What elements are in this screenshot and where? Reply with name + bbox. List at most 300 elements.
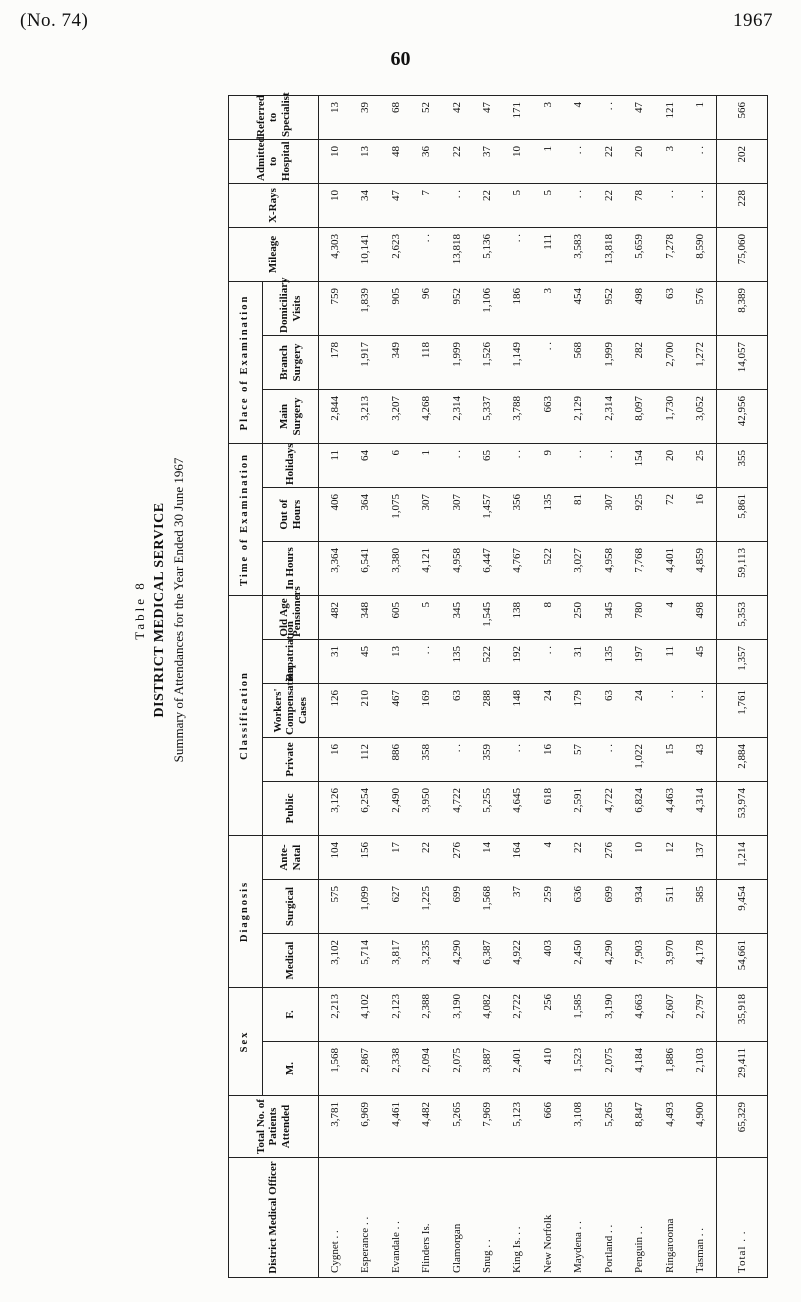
cell-value: 192 [502, 640, 532, 684]
cell-value: 13 [380, 640, 410, 684]
cell-value: 16 [533, 738, 563, 782]
cell-value: 410 [533, 1042, 563, 1096]
officer-name: Snug . . [472, 1158, 502, 1278]
col-surgical: Surgical [263, 880, 319, 934]
cell-value: 4,722 [441, 782, 471, 836]
cell-value: 1,730 [654, 390, 684, 444]
cell-value: 186 [502, 282, 532, 336]
cell-value: 925 [624, 488, 654, 542]
attendance-table-wrapper [228, 92, 768, 1278]
cell-value: 2,075 [594, 1042, 624, 1096]
cell-value: 42 [441, 96, 471, 140]
cell-value: 1,839 [350, 282, 380, 336]
cell-value: 498 [624, 282, 654, 336]
cell-value: 1,075 [380, 488, 410, 542]
cell-value: 3,380 [380, 542, 410, 596]
cell-value: 2,867 [350, 1042, 380, 1096]
cell-value: 1,545 [472, 596, 502, 640]
col-referred: Referred to Specialist [229, 96, 319, 140]
cell-value: 636 [563, 880, 593, 934]
cell-value: 31 [319, 640, 351, 684]
cell-value: 22 [594, 184, 624, 228]
col-holidays: Holidays [263, 444, 319, 488]
cell-value: 627 [380, 880, 410, 934]
cell-value: 42,956 [717, 390, 768, 444]
group-sex: Sex [229, 988, 263, 1096]
table-row [319, 96, 351, 1278]
cell-value: 2,700 [654, 336, 684, 390]
cell-value: 498 [685, 596, 717, 640]
cell-value: 4,958 [594, 542, 624, 596]
cell-value: 566 [717, 96, 768, 140]
cell-value: 585 [685, 880, 717, 934]
cell-value: . . [563, 140, 593, 184]
cell-value: 522 [533, 542, 563, 596]
cell-value: 276 [441, 836, 471, 880]
cell-value: 358 [411, 738, 441, 782]
cell-value: 2,314 [441, 390, 471, 444]
cell-value: 2,094 [411, 1042, 441, 1096]
table-body [319, 96, 768, 1278]
officer-name: Flinders Is. [411, 1158, 441, 1278]
col-public: Public [263, 782, 319, 836]
cell-value: 4,314 [685, 782, 717, 836]
cell-value: 349 [380, 336, 410, 390]
cell-value: 29,411 [717, 1042, 768, 1096]
cell-value: 5,265 [441, 1096, 471, 1158]
cell-value: 57 [563, 738, 593, 782]
cell-value: 171 [502, 96, 532, 140]
table-title-block [132, 300, 187, 920]
cell-value: 403 [533, 934, 563, 988]
cell-value: 4,401 [654, 542, 684, 596]
cell-value: 3,583 [563, 228, 593, 282]
cell-value: 2,129 [563, 390, 593, 444]
cell-value: 22 [472, 184, 502, 228]
cell-value: 1,214 [717, 836, 768, 880]
cell-value: 8,847 [624, 1096, 654, 1158]
cell-value: 8,097 [624, 390, 654, 444]
cell-value: 3,126 [319, 782, 351, 836]
cell-value: 345 [594, 596, 624, 640]
cell-value: 482 [319, 596, 351, 640]
cell-value: 666 [533, 1096, 563, 1158]
cell-value: 31 [563, 640, 593, 684]
cell-value: 307 [411, 488, 441, 542]
col-branch-surgery: Branch Surgery [263, 336, 319, 390]
cell-value: 6 [380, 444, 410, 488]
cell-value: 9 [533, 444, 563, 488]
cell-value: 210 [350, 684, 380, 738]
cell-value: 282 [624, 336, 654, 390]
cell-value: 6,254 [350, 782, 380, 836]
cell-value: 39 [350, 96, 380, 140]
cell-value: 148 [502, 684, 532, 738]
cell-value: 256 [533, 988, 563, 1042]
cell-value: 605 [380, 596, 410, 640]
cell-value: 1,225 [411, 880, 441, 934]
cell-value: 59,113 [717, 542, 768, 596]
cell-value: 3 [533, 96, 563, 140]
cell-value: 5,136 [472, 228, 502, 282]
table-row [472, 96, 502, 1278]
cell-value: 1,568 [319, 1042, 351, 1096]
cell-value: 202 [717, 140, 768, 184]
cell-value: 3,190 [441, 988, 471, 1042]
cell-value: 1,457 [472, 488, 502, 542]
cell-value: 2,722 [502, 988, 532, 1042]
cell-value: 20 [624, 140, 654, 184]
col-private: Private [263, 738, 319, 782]
col-out-hours: Out of Hours [263, 488, 319, 542]
table-row [624, 96, 654, 1278]
cell-value: . . [685, 140, 717, 184]
cell-value: 7 [411, 184, 441, 228]
cell-value: 4,463 [654, 782, 684, 836]
col-xrays: X-Rays [229, 184, 319, 228]
cell-value: 3,817 [380, 934, 410, 988]
attendance-table [228, 92, 768, 1278]
cell-value: 3,190 [594, 988, 624, 1042]
cell-value: 3,781 [319, 1096, 351, 1158]
cell-value: 48 [380, 140, 410, 184]
cell-value: 4,268 [411, 390, 441, 444]
cell-value: 4,303 [319, 228, 351, 282]
col-f: F. [263, 988, 319, 1042]
cell-value: 259 [533, 880, 563, 934]
cell-value: 2,103 [685, 1042, 717, 1096]
cell-value: 6,541 [350, 542, 380, 596]
cell-value: . . [502, 738, 532, 782]
cell-value: 118 [411, 336, 441, 390]
cell-value: 3 [654, 140, 684, 184]
cell-value: 1,272 [685, 336, 717, 390]
cell-value: 511 [654, 880, 684, 934]
cell-value: 15 [654, 738, 684, 782]
cell-value: 126 [319, 684, 351, 738]
cell-value: 47 [624, 96, 654, 140]
cell-value: 8,590 [685, 228, 717, 282]
group-time: Time of Examination [229, 444, 263, 596]
cell-value: 11 [654, 640, 684, 684]
table-row [594, 96, 624, 1278]
table-row [533, 96, 563, 1278]
cell-value: 24 [533, 684, 563, 738]
cell-value: 759 [319, 282, 351, 336]
cell-value: . . [594, 444, 624, 488]
cell-value: . . [502, 444, 532, 488]
cell-value: 22 [411, 836, 441, 880]
cell-value: 154 [624, 444, 654, 488]
cell-value: 3,970 [654, 934, 684, 988]
cell-value: 43 [685, 738, 717, 782]
cell-value: 359 [472, 738, 502, 782]
cell-value: 2,401 [502, 1042, 532, 1096]
cell-value: 7,969 [472, 1096, 502, 1158]
cell-value: 137 [685, 836, 717, 880]
cell-value: . . [594, 738, 624, 782]
officer-name: Portland . . [594, 1158, 624, 1278]
cell-value: 5,255 [472, 782, 502, 836]
cell-value: 34 [350, 184, 380, 228]
cell-value: 575 [319, 880, 351, 934]
cell-value: 2,450 [563, 934, 593, 988]
cell-value: 952 [594, 282, 624, 336]
cell-value: 1,106 [472, 282, 502, 336]
cell-value: . . [533, 640, 563, 684]
cell-value: 3,102 [319, 934, 351, 988]
cell-value: 4,482 [411, 1096, 441, 1158]
table-row [350, 96, 380, 1278]
cell-value: 2,623 [380, 228, 410, 282]
table-row [441, 96, 471, 1278]
table-total-row [717, 96, 768, 1278]
officer-name: Ringarooma [654, 1158, 684, 1278]
cell-value: 63 [594, 684, 624, 738]
cell-value: 22 [594, 140, 624, 184]
cell-value: 47 [380, 184, 410, 228]
cell-value: 4,663 [624, 988, 654, 1042]
cell-value: 2,607 [654, 988, 684, 1042]
cell-value: 3,207 [380, 390, 410, 444]
cell-value: 6,387 [472, 934, 502, 988]
cell-value: 406 [319, 488, 351, 542]
cell-value: 2,338 [380, 1042, 410, 1096]
cell-value: . . [594, 96, 624, 140]
cell-value: 1,149 [502, 336, 532, 390]
cell-value: 5,353 [717, 596, 768, 640]
cell-value: 4,121 [411, 542, 441, 596]
cell-value: 568 [563, 336, 593, 390]
header-left: (No. 74) [20, 10, 89, 31]
cell-value: 905 [380, 282, 410, 336]
cell-value: 4 [654, 596, 684, 640]
cell-value: 78 [624, 184, 654, 228]
cell-value: 25 [685, 444, 717, 488]
cell-value: 4,290 [441, 934, 471, 988]
cell-value: 7,278 [654, 228, 684, 282]
cell-value: . . [563, 444, 593, 488]
cell-value: 20 [654, 444, 684, 488]
cell-value: 2,884 [717, 738, 768, 782]
cell-value: 4,900 [685, 1096, 717, 1158]
cell-value: . . [441, 738, 471, 782]
cell-value: 178 [319, 336, 351, 390]
group-classification: Classification [229, 596, 263, 836]
cell-value: 348 [350, 596, 380, 640]
cell-value: 4,082 [472, 988, 502, 1042]
cell-value: 5,337 [472, 390, 502, 444]
cell-value: 2,213 [319, 988, 351, 1042]
cell-value: 24 [624, 684, 654, 738]
cell-value: 68 [380, 96, 410, 140]
cell-value: 12 [654, 836, 684, 880]
col-repat: Repatriation [263, 640, 319, 684]
cell-value: 1 [411, 444, 441, 488]
cell-value: 9,454 [717, 880, 768, 934]
cell-value: 135 [594, 640, 624, 684]
cell-value: . . [654, 684, 684, 738]
cell-value: 8 [533, 596, 563, 640]
cell-value: 7,903 [624, 934, 654, 988]
cell-value: 5 [533, 184, 563, 228]
cell-value: 111 [533, 228, 563, 282]
cell-value: 4,722 [594, 782, 624, 836]
cell-value: . . [685, 684, 717, 738]
col-mileage: Mileage [229, 228, 319, 282]
cell-value: 2,797 [685, 988, 717, 1042]
cell-value: 345 [441, 596, 471, 640]
cell-value: 3,887 [472, 1042, 502, 1096]
officer-name: New Norfolk [533, 1158, 563, 1278]
officer-name: Cygnet . . [319, 1158, 351, 1278]
table-title: DISTRICT MEDICAL SERVICE [152, 502, 167, 718]
cell-value: 1,585 [563, 988, 593, 1042]
cell-value: 81 [563, 488, 593, 542]
col-officer: District Medical Officer [229, 1158, 319, 1278]
cell-value: 14 [472, 836, 502, 880]
cell-value: 4,493 [654, 1096, 684, 1158]
cell-value: 179 [563, 684, 593, 738]
cell-value: 6,447 [472, 542, 502, 596]
cell-value: 1 [533, 140, 563, 184]
cell-value: 72 [654, 488, 684, 542]
table-label: Table 8 [132, 580, 147, 640]
cell-value: 54,661 [717, 934, 768, 988]
cell-value: 4,290 [594, 934, 624, 988]
cell-value: 307 [594, 488, 624, 542]
cell-value: 2,123 [380, 988, 410, 1042]
col-total: Total No. of Patients Attended [229, 1096, 319, 1158]
cell-value: 17 [380, 836, 410, 880]
cell-value: 1,523 [563, 1042, 593, 1096]
cell-value: 14,057 [717, 336, 768, 390]
table-row [411, 96, 441, 1278]
cell-value: . . [411, 640, 441, 684]
cell-value: 37 [502, 880, 532, 934]
table-row [502, 96, 532, 1278]
cell-value: 5,659 [624, 228, 654, 282]
cell-value: 10,141 [350, 228, 380, 282]
cell-value: 2,490 [380, 782, 410, 836]
cell-value: 364 [350, 488, 380, 542]
cell-value: 45 [685, 640, 717, 684]
cell-value: 4,184 [624, 1042, 654, 1096]
cell-value: 4,958 [441, 542, 471, 596]
cell-value: 250 [563, 596, 593, 640]
cell-value: 104 [319, 836, 351, 880]
cell-value: 156 [350, 836, 380, 880]
cell-value: 1,917 [350, 336, 380, 390]
cell-value: 63 [441, 684, 471, 738]
officer-name: Total . . [717, 1158, 768, 1278]
cell-value: 6,969 [350, 1096, 380, 1158]
cell-value: 16 [685, 488, 717, 542]
cell-value: 3,364 [319, 542, 351, 596]
cell-value: 1,526 [472, 336, 502, 390]
cell-value: 5 [502, 184, 532, 228]
cell-value: 16 [319, 738, 351, 782]
cell-value: 10 [319, 140, 351, 184]
cell-value: 2,388 [411, 988, 441, 1042]
cell-value: 7,768 [624, 542, 654, 596]
col-main-surgery: Main Surgery [263, 390, 319, 444]
group-diagnosis: Diagnosis [229, 836, 263, 988]
cell-value: 10 [502, 140, 532, 184]
cell-value: 276 [594, 836, 624, 880]
cell-value: 5,123 [502, 1096, 532, 1158]
group-place: Place of Examination [229, 282, 263, 444]
cell-value: 5 [411, 596, 441, 640]
cell-value: 4,102 [350, 988, 380, 1042]
cell-value: 1,357 [717, 640, 768, 684]
table-row [654, 96, 684, 1278]
col-workers: Workers' Compensation Cases [263, 684, 319, 738]
cell-value: 886 [380, 738, 410, 782]
col-pensioners: Old Age Pensioners [263, 596, 319, 640]
cell-value: 699 [441, 880, 471, 934]
cell-value: 228 [717, 184, 768, 228]
cell-value: 65 [472, 444, 502, 488]
cell-value: 1,999 [441, 336, 471, 390]
cell-value: 3,027 [563, 542, 593, 596]
cell-value: . . [441, 184, 471, 228]
cell-value: 63 [654, 282, 684, 336]
officer-name: Penguin . . [624, 1158, 654, 1278]
cell-value: . . [533, 336, 563, 390]
cell-value: 4,645 [502, 782, 532, 836]
col-antenatal: Ante-Natal [263, 836, 319, 880]
cell-value: 52 [411, 96, 441, 140]
cell-value: 3,108 [563, 1096, 593, 1158]
cell-value: 952 [441, 282, 471, 336]
cell-value: 5,265 [594, 1096, 624, 1158]
cell-value: 135 [441, 640, 471, 684]
cell-value: 13 [319, 96, 351, 140]
cell-value: 467 [380, 684, 410, 738]
cell-value: 75,060 [717, 228, 768, 282]
cell-value: 3,788 [502, 390, 532, 444]
cell-value: 4,922 [502, 934, 532, 988]
cell-value: 3,052 [685, 390, 717, 444]
cell-value: 64 [350, 444, 380, 488]
cell-value: 13,818 [441, 228, 471, 282]
cell-value: 22 [563, 836, 593, 880]
cell-value: 3 [533, 282, 563, 336]
cell-value: 288 [472, 684, 502, 738]
officer-name: Maydena . . [563, 1158, 593, 1278]
cell-value: 4,767 [502, 542, 532, 596]
col-in-hours: In Hours [263, 542, 319, 596]
table-row [380, 96, 410, 1278]
cell-value: 522 [472, 640, 502, 684]
cell-value: 13,818 [594, 228, 624, 282]
cell-value: 37 [472, 140, 502, 184]
cell-value: 355 [717, 444, 768, 488]
cell-value: 112 [350, 738, 380, 782]
cell-value: 1,999 [594, 336, 624, 390]
table-row [685, 96, 717, 1278]
cell-value: 53,974 [717, 782, 768, 836]
cell-value: 1,568 [472, 880, 502, 934]
officer-name: Tasman . . [685, 1158, 717, 1278]
cell-value: 2,844 [319, 390, 351, 444]
officer-name: Esperance . . [350, 1158, 380, 1278]
cell-value: 6,824 [624, 782, 654, 836]
col-domiciliary: Domiciliary Visits [263, 282, 319, 336]
cell-value: 10 [624, 836, 654, 880]
col-medical: Medical [263, 934, 319, 988]
